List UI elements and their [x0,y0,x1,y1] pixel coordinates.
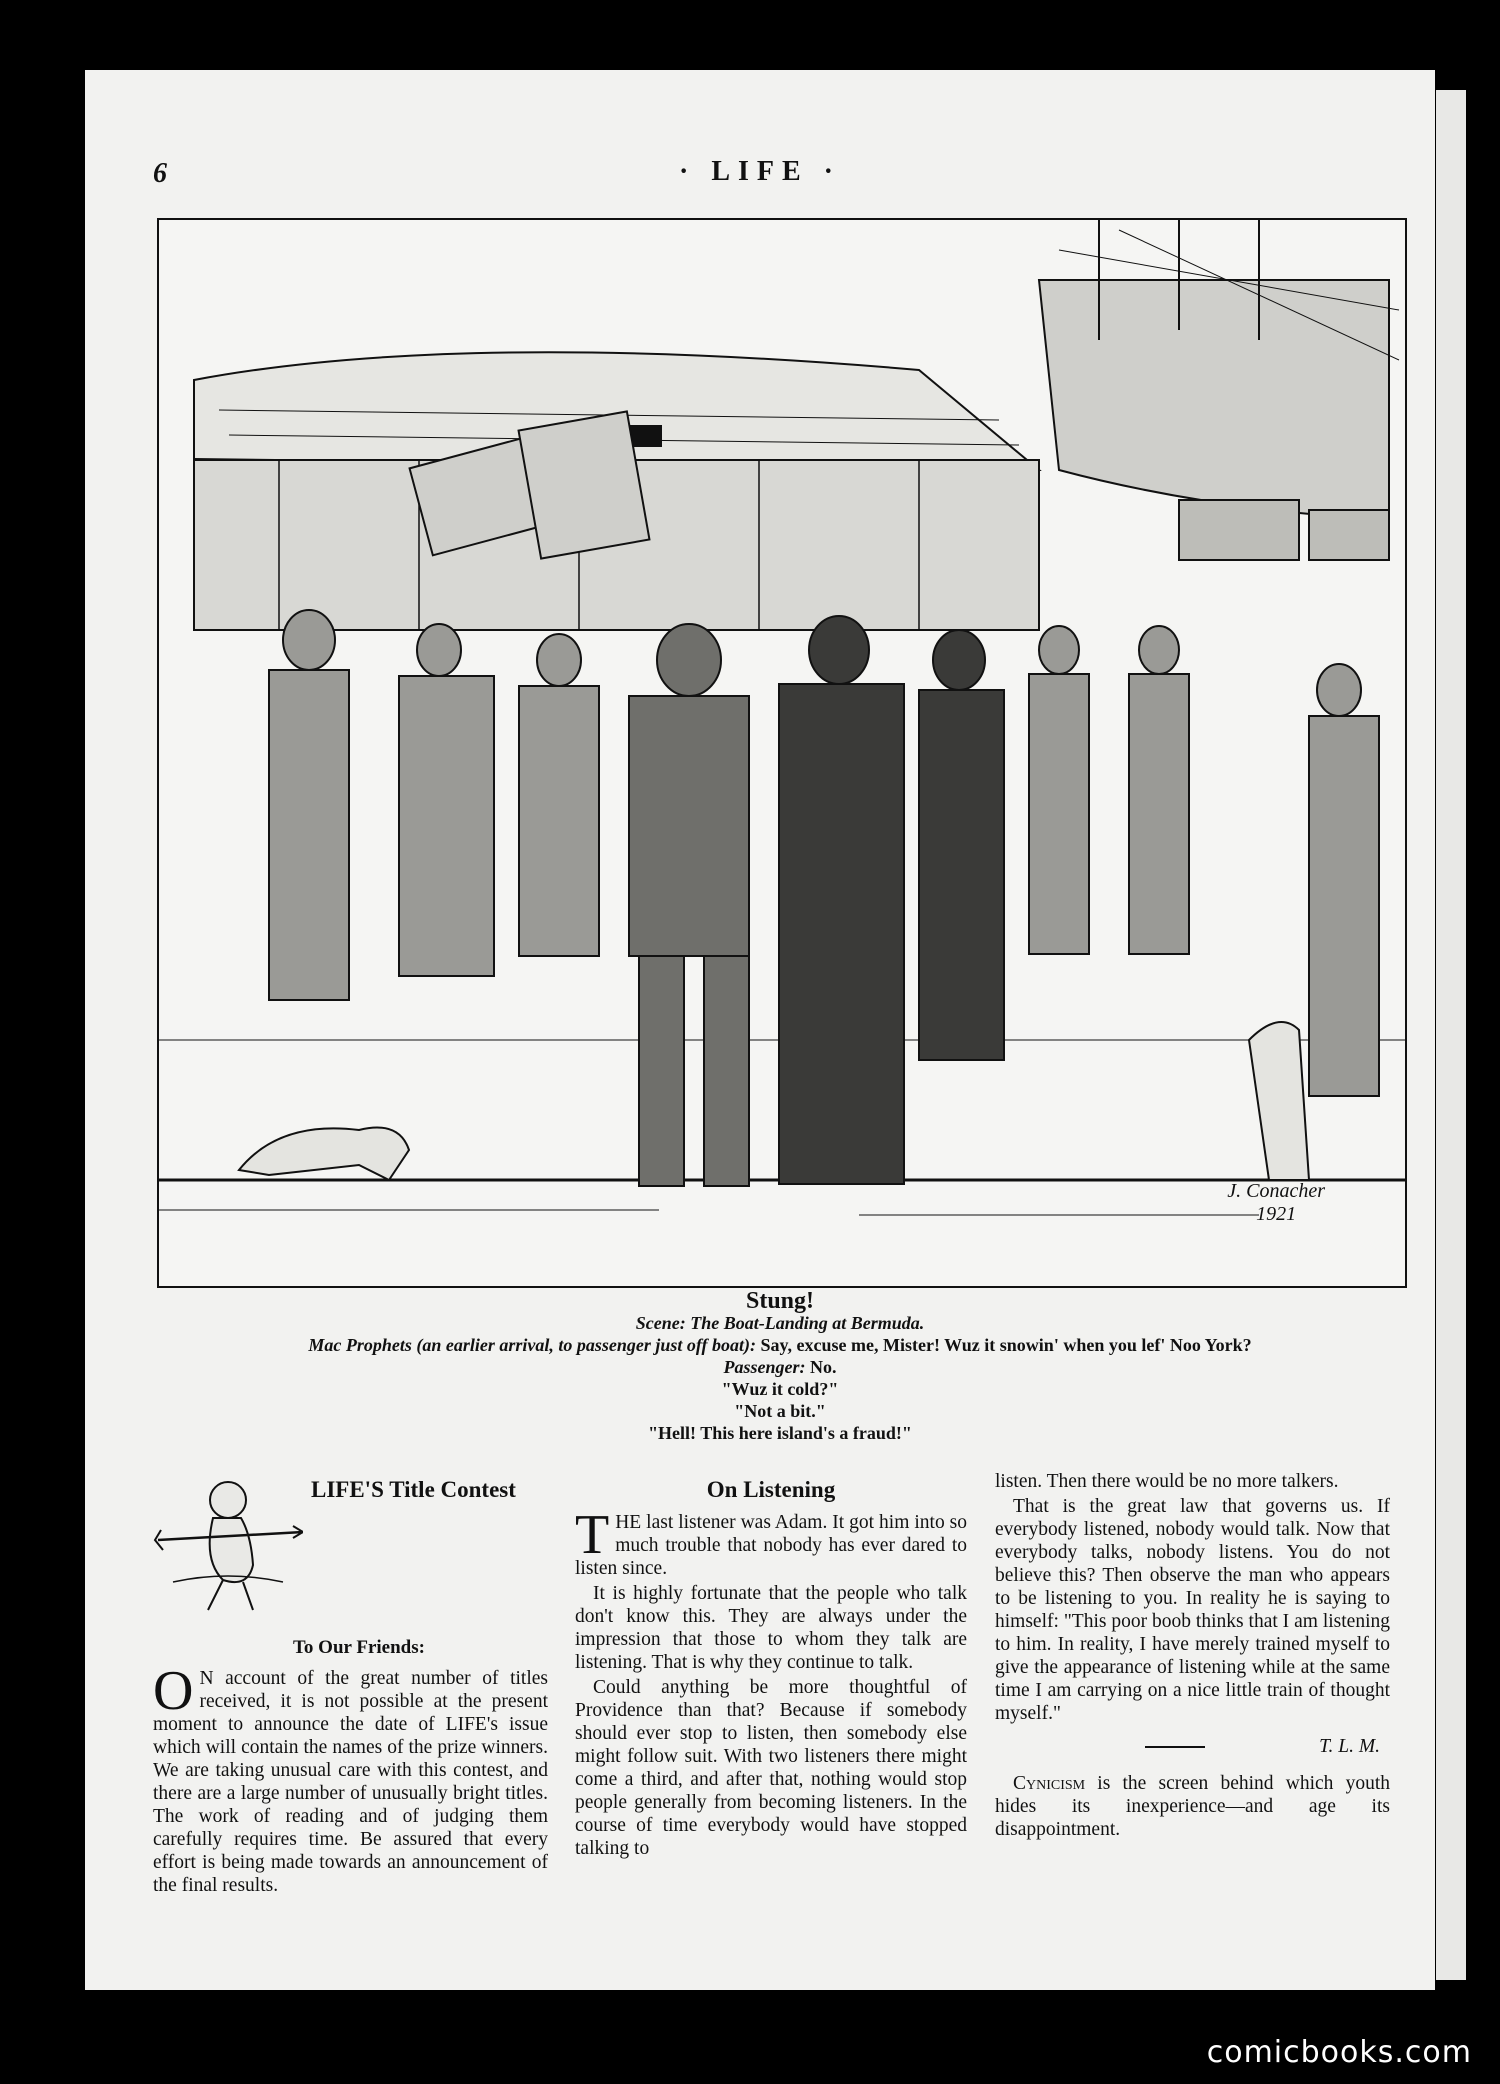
page-number: 6 [153,158,167,189]
author-signoff [995,1735,1390,1758]
artist-signature: J. Conacher 1921 [1227,1180,1325,1225]
listening-paragraph-1: THE last listener was Adam. It got him into so much trouble that nobody has ever dared to listen since. [575,1504,967,1579]
column-on-listening [575,1470,967,1862]
caption-dialogue-2: Passenger: No. [723,1357,837,1377]
cartoon-drawing [159,220,1405,1286]
cynicism-paragraph: Cynicism is the screen behind which youth hides its inexperience—and age its disappointment. [995,1773,1390,1840]
listening-title: On Listening [706,1477,836,1502]
listening-paragraph-5: That is the great law that governs us. If everybody listened, nobody would talk. Now that everybody talks, nobody listens. You do not believe this? Then observe the man who appears to be listening to you. In reality he is saying to himself: "This poor boob thinks that I am listening to him. In reality, I have merely trained myself to give the appearance of listening while at the same time I am carrying on a nice little train of thought myself." [995,1496,1390,1724]
caption-dialogue-3: "Wuz it cold?" [721,1379,839,1399]
cartoon-illustration [157,218,1407,1288]
listening-paragraph-4: listen. Then there would be no more talkers. [995,1471,1339,1492]
caption-dialogue-4: "Not a bit." [734,1401,826,1421]
contest-salutation: To Our Friends: [293,1637,425,1658]
caption-dialogue-5: "Hell! This here island's a fraud!" [648,1423,912,1443]
listening-paragraph-2: It is highly fortunate that the people who talk don't know this. They are always under the impression that those to whom they talk are listening. That is why they continue to talk. [575,1583,967,1673]
magazine-title: · LIFE · [678,156,842,187]
listening-dropcap: T [575,1504,610,1566]
magazine-page [85,70,1435,1990]
watermark: comicbooks.com [1206,2035,1472,2070]
cartoon-caption [157,1290,1403,1444]
caption-scene: Scene: The Boat-Landing at Bermuda. [635,1313,925,1333]
contest-body: O N account of the great number of titles received, it is not possible at the present moment to announce the date of LIFE's issue which will contain the names of the prize winners. We are taking unusual care with this contest, and there are a large number of unusually bright titles. The work of reading and of judging them carefully requires time. Be assured that every effort is being made towards an announcement of the final results. [153,1660,548,1896]
contest-title: LIFE'S Title Contest [311,1477,516,1502]
caption-title: Stung! [745,1288,815,1314]
column-continued [995,1470,1390,1843]
divider-rule [1145,1746,1205,1748]
facing-page-edge [1436,90,1466,1980]
listening-paragraph-3: Could anything be more thoughtful of Providence than that? Because if somebody should ever stop to listen, then somebody else might follow suit. With two listeners there might come a third, and after that, nothing would stop people generally from becoming listeners. In the course of time everybody would have stopped talking to [575,1677,967,1859]
contest-dropcap: O [153,1660,194,1722]
cupid-icon [153,1470,303,1620]
caption-dialogue-1: Mac Prophets (an earlier arrival, to passenger just off boat): Say, excuse me, Mister! Wuz it snowin' when you lef' Noo York? [308,1335,1252,1355]
column-title-contest [153,1470,548,1899]
author-initials: T. L. M. [1319,1736,1380,1757]
